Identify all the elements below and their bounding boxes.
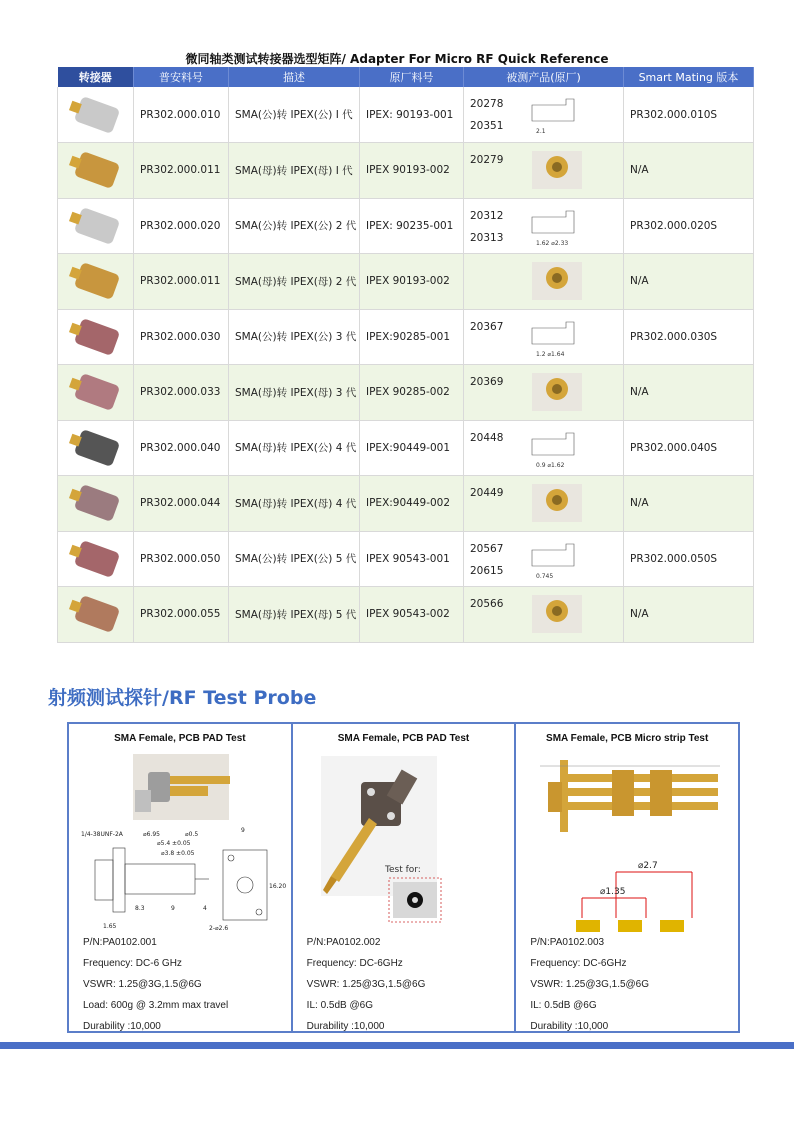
oem-part-cell: IPEX 90193-002 (360, 254, 464, 310)
product-codes (470, 538, 503, 582)
probe-1-vswr: VSWR: 1.25@3G,1.5@6G (83, 979, 202, 990)
probe-1-label-l1: 8.3 (135, 905, 145, 912)
product-codes (470, 593, 503, 615)
tested-product-cell (464, 143, 624, 199)
oem-part-cell: IPEX 90543-001 (360, 531, 464, 587)
product-dimension: 1.2 ⌀1.64 (536, 350, 565, 358)
product-dimension: 1.62 ⌀2.33 (536, 239, 569, 247)
probe-1-label-l3: 4 (203, 905, 207, 912)
product-code: 20313 (470, 231, 504, 244)
product-code: 20279 (470, 154, 504, 166)
probe-card-3 (516, 724, 738, 1031)
product-codes (470, 482, 503, 504)
probe-1-label-w: 9 (241, 827, 245, 834)
product-photo (526, 147, 588, 193)
product-photo (526, 480, 588, 526)
product-dimension: 0.745 (536, 572, 554, 580)
probe-1-freq: Frequency: DC-6 GHz (83, 958, 182, 969)
description-cell: SMA(母)转 IPEX(母) 3 代 (229, 365, 360, 421)
product-photo (526, 369, 588, 415)
product-codes (470, 205, 503, 249)
adapter-image-cell (58, 254, 134, 310)
document-title: 微同轴类测试转接器选型矩阵/ Adapter For Micro RF Quick Reference (185, 52, 609, 66)
table-row (58, 365, 754, 421)
product-photo (526, 591, 588, 637)
product-code: 20351 (470, 120, 504, 132)
tested-product-cell (464, 531, 624, 587)
probe-3-vswr: VSWR: 1.25@3G,1.5@6G (530, 979, 650, 990)
table-row (58, 309, 754, 365)
probe-1-label-h: 16.20 (269, 883, 287, 890)
smart-mating-cell: N/A (624, 365, 754, 421)
probe-2-freq: Frequency: DC-6GHz (306, 958, 403, 969)
oem-part-cell: IPEX 90193-002 (360, 143, 464, 199)
product-code: 20367 (470, 320, 504, 333)
probe-2-durability: Durability :10,000 (306, 1021, 385, 1032)
header-adapter: 转接器 (58, 67, 134, 87)
product-dimension: 2.1 (536, 128, 546, 135)
part-number-cell: PR302.000.055 (134, 587, 229, 643)
smart-mating-cell: N/A (624, 143, 754, 199)
probe-1-label-dia4: ⌀3.8 ±0.05 (161, 850, 195, 857)
adapter-image-cell (58, 143, 134, 199)
product-code: 20312 (470, 209, 504, 222)
table-header-row (58, 67, 754, 87)
probe-3-label-dia2: ⌀1.35 (600, 887, 626, 897)
adapter-connector-image (61, 534, 131, 584)
product-drawing (526, 91, 588, 137)
oem-part-cell: IPEX 90285-002 (360, 365, 464, 421)
adapter-image-cell (58, 531, 134, 587)
smart-mating-cell: PR302.000.020S (624, 198, 754, 254)
probe-1-label-l4: 1.65 (103, 923, 117, 930)
product-codes (470, 427, 503, 449)
adapter-image-cell (58, 198, 134, 254)
probe-card-2 (293, 724, 517, 1031)
product-codes (470, 93, 503, 137)
product-codes (470, 149, 503, 171)
table-row (58, 198, 754, 254)
probe-1-durability: Durability :10,000 (83, 1021, 161, 1032)
probe-1-label-l2: 9 (171, 905, 175, 912)
probe-2-drawing (297, 752, 511, 952)
product-drawing (526, 536, 588, 582)
smart-mating-cell: N/A (624, 587, 754, 643)
probe-1-specs (83, 932, 228, 1037)
probe-heading: SMA Female, PCB Micro strip Test (546, 733, 709, 744)
oem-part-cell: IPEX 90543-002 (360, 587, 464, 643)
product-codes (470, 371, 503, 393)
probe-heading: SMA Female, PCB PAD Test (337, 733, 470, 744)
probe-1-load: Load: 600g @ 3.2mm max travel (83, 1000, 229, 1011)
probe-1-label-holes: 2-⌀2.6 (209, 925, 229, 932)
product-drawing (526, 203, 588, 249)
part-number-cell: PR302.000.010 (134, 87, 229, 143)
smart-mating-cell: PR302.000.040S (624, 420, 754, 476)
product-code: 20615 (470, 564, 504, 577)
probe-3-freq: Frequency: DC-6GHz (530, 958, 627, 969)
product-dimension: 0.9 ⌀1.62 (536, 461, 565, 469)
probe-3-specs (530, 932, 649, 1037)
probe-2-specs (307, 932, 426, 1037)
table-row (58, 87, 754, 143)
product-code: 20449 (470, 487, 504, 499)
tested-product-cell (464, 420, 624, 476)
probe-3-drawing (520, 752, 734, 952)
header-oem-part: 原厂料号 (360, 67, 464, 87)
adapter-connector-image (61, 201, 131, 251)
description-cell: SMA(母)转 IPEX(母) 2 代 (229, 254, 360, 310)
oem-part-cell: IPEX: 90193-001 (360, 87, 464, 143)
header-part-number: 普安料号 (134, 67, 229, 87)
product-code: 20448 (470, 431, 504, 444)
probe-3-label-dia1: ⌀2.7 (638, 861, 659, 871)
product-codes (470, 316, 503, 338)
table-row (58, 531, 754, 587)
description-cell: SMA(公)转 IPEX(公) 2 代 (229, 198, 360, 254)
description-cell: SMA(公)转 IPEX(公) 5 代 (229, 531, 360, 587)
product-code: 20369 (470, 376, 504, 388)
rf-probe-title: 射频测试探针/RF Test Probe (48, 687, 317, 709)
description-cell: SMA(母)转 IPEX(母) 5 代 (229, 587, 360, 643)
table-row (58, 587, 754, 643)
tested-product-cell (464, 476, 624, 532)
probe-3-il: IL: 0.5dB @6G (530, 1000, 597, 1011)
footer-bar (0, 1042, 794, 1049)
part-number-cell: PR302.000.011 (134, 254, 229, 310)
product-drawing (526, 314, 588, 360)
product-code: 20278 (470, 98, 504, 110)
adapter-connector-image (61, 312, 131, 362)
product-drawing (526, 425, 588, 471)
product-code: 20567 (470, 542, 504, 555)
probe-1-label-thread: 1/4-38UNF-2A (81, 831, 123, 838)
probe-2-vswr: VSWR: 1.25@3G,1.5@6G (306, 979, 426, 990)
probe-1-label-dia2: ⌀0.5 (185, 831, 199, 838)
description-cell: SMA(母)转 IPEX(母) 4 代 (229, 476, 360, 532)
probe-3-durability: Durability :10,000 (530, 1021, 609, 1032)
part-number-cell: PR302.000.033 (134, 365, 229, 421)
header-smart-mating: Smart Mating 版本 (624, 67, 754, 87)
probe-1-pn: P/N:PA0102.001 (83, 937, 157, 948)
adapter-image-cell (58, 309, 134, 365)
smart-mating-cell: N/A (624, 254, 754, 310)
adapter-connector-image (61, 589, 131, 639)
table-row (58, 254, 754, 310)
header-tested-product: 被测产品(原厂) (464, 67, 624, 87)
probe-card-1 (69, 724, 293, 1031)
tested-product-cell (464, 365, 624, 421)
adapter-connector-image (61, 256, 131, 306)
adapter-image-cell (58, 365, 134, 421)
table-row (58, 476, 754, 532)
adapter-connector-image (61, 423, 131, 473)
tested-product-cell (464, 254, 624, 310)
part-number-cell: PR302.000.050 (134, 531, 229, 587)
adapter-image-cell (58, 420, 134, 476)
adapter-connector-image (61, 478, 131, 528)
smart-mating-cell: N/A (624, 476, 754, 532)
table-row (58, 420, 754, 476)
probe-2-label-test: Test for: (384, 865, 421, 875)
oem-part-cell: IPEX:90449-001 (360, 420, 464, 476)
tested-product-cell (464, 309, 624, 365)
tested-product-cell (464, 198, 624, 254)
adapter-connector-image (61, 145, 131, 195)
part-number-cell: PR302.000.044 (134, 476, 229, 532)
smart-mating-cell: PR302.000.030S (624, 309, 754, 365)
part-number-cell: PR302.000.011 (134, 143, 229, 199)
adapter-connector-image (61, 367, 131, 417)
product-code: 20566 (470, 598, 504, 610)
smart-mating-cell: PR302.000.050S (624, 531, 754, 587)
adapter-image-cell (58, 587, 134, 643)
adapter-table (57, 67, 754, 643)
probe-3-pn: P/N:PA0102.003 (530, 937, 605, 948)
description-cell: SMA(公)转 IPEX(公) I 代 (229, 87, 360, 143)
oem-part-cell: IPEX: 90235-001 (360, 198, 464, 254)
probe-1-drawing (73, 752, 287, 952)
oem-part-cell: IPEX:90449-002 (360, 476, 464, 532)
part-number-cell: PR302.000.040 (134, 420, 229, 476)
description-cell: SMA(母)转 IPEX(公) 4 代 (229, 420, 360, 476)
probe-1-label-dia3: ⌀5.4 ±0.05 (157, 840, 191, 847)
probe-2-pn: P/N:PA0102.002 (306, 937, 381, 948)
description-cell: SMA(公)转 IPEX(公) 3 代 (229, 309, 360, 365)
probe-1-label-dia1: ⌀6.95 (143, 831, 160, 838)
description-cell: SMA(母)转 IPEX(母) I 代 (229, 143, 360, 199)
table-row (58, 143, 754, 199)
oem-part-cell: IPEX:90285-001 (360, 309, 464, 365)
probe-panel (67, 722, 740, 1033)
part-number-cell: PR302.000.020 (134, 198, 229, 254)
probe-heading: SMA Female, PCB PAD Test (114, 733, 246, 744)
adapter-image-cell (58, 87, 134, 143)
part-number-cell: PR302.000.030 (134, 309, 229, 365)
probe-2-il: IL: 0.5dB @6G (306, 1000, 373, 1011)
product-photo (526, 258, 588, 304)
smart-mating-cell: PR302.000.010S (624, 87, 754, 143)
tested-product-cell (464, 87, 624, 143)
tested-product-cell (464, 587, 624, 643)
adapter-connector-image (61, 90, 131, 140)
adapter-image-cell (58, 476, 134, 532)
header-description: 描述 (229, 67, 360, 87)
